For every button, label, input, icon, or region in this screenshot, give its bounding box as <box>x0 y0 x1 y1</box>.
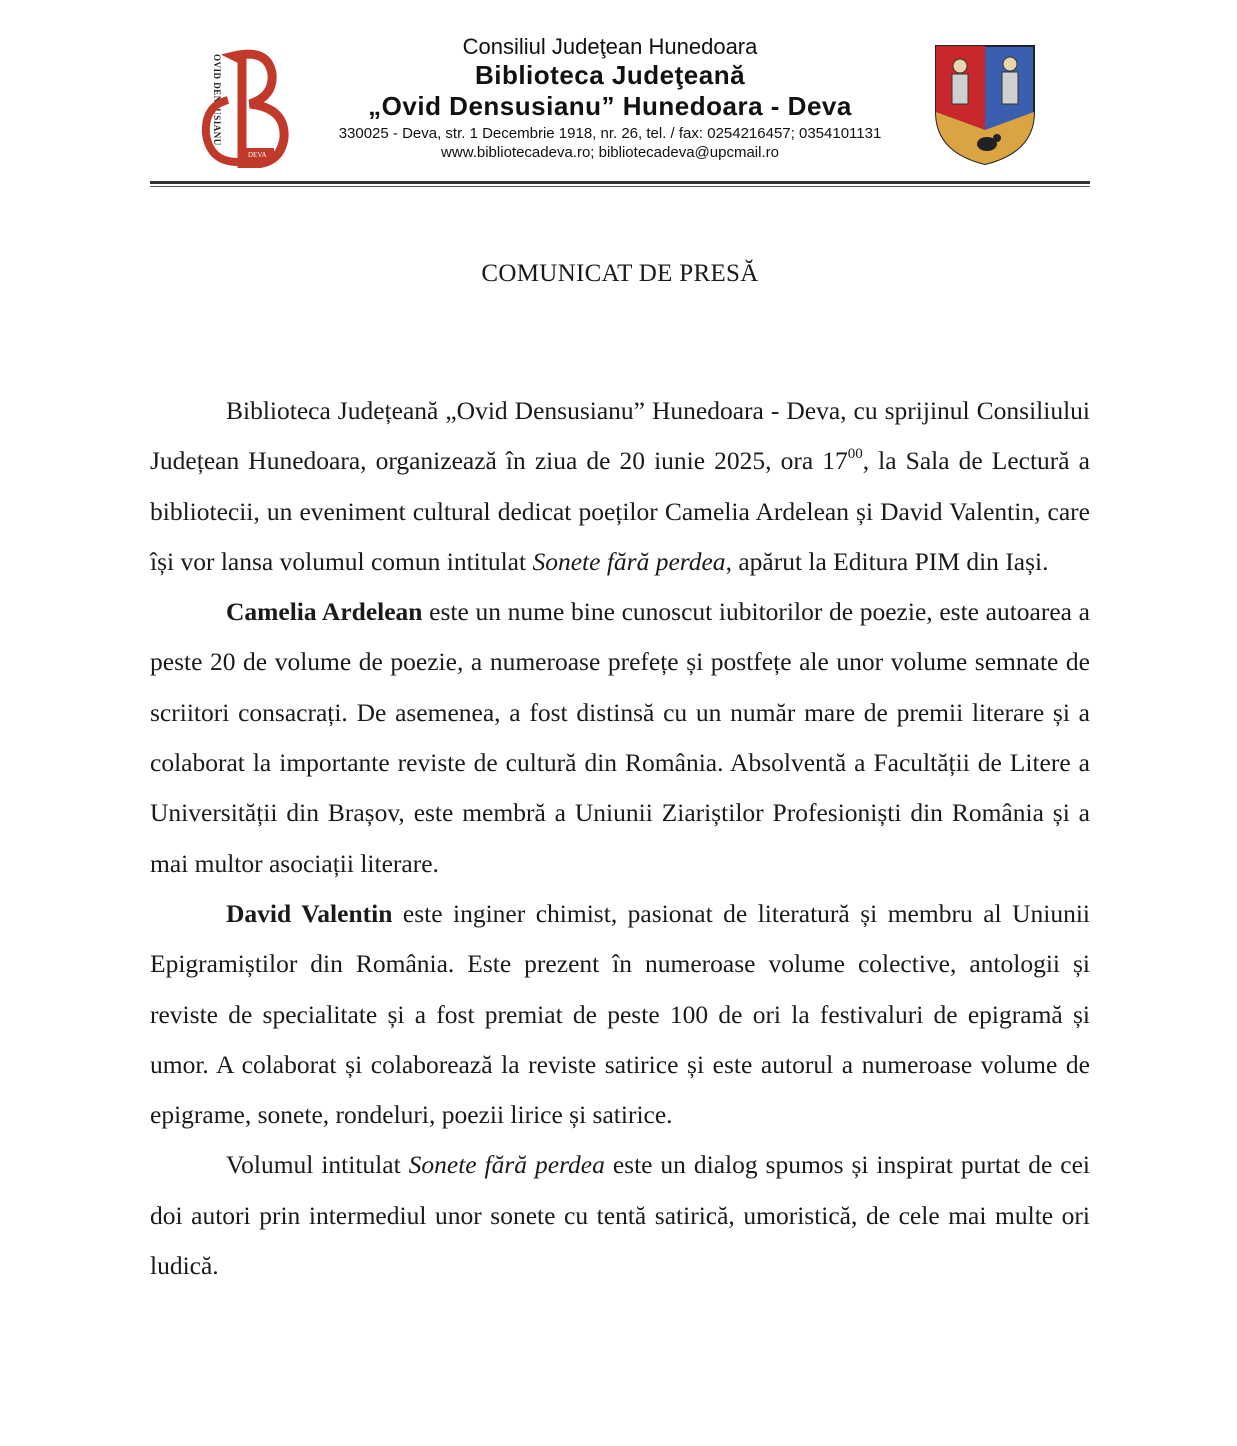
council-name: Consiliul Judeţean Hunedoara <box>462 34 758 59</box>
library-name: Biblioteca Judeţeană <box>474 60 746 90</box>
logo-vertical-text: OVID DENSUSIANU <box>212 54 222 146</box>
paragraph-event: Biblioteca Județeană „Ovid Densusianu” Hunedoara - Deva, cu sprijinul Consiliului Județean Hunedoara, organizează în ziua de 20 iunie 2025, ora $17^{00}$, la Sala de Lectură a bibliotecii, un eveniment cultural dedicat poeților Camelia Ardelean și David Valentin, care își vor lansa volumul comun intitulat Sonete fără perdea, apărut la Editura PIM din Iași. <box>150 396 1090 576</box>
paragraph-volume: Volumul intitulat Sonete fără perdea este un dialog spumos și inspirat purtat de cei doi autori prin intermediul unor sonete cu tentă satirică, umoristică, de cele mai multe ori ludică. <box>150 1150 1091 1281</box>
paragraph-camelia-ardelean: Camelia Ardelean este un nume bine cunoscut iubitorilor de poezie, este autoarea a peste 20 de volume de poezie, a numeroase prefețe și postfețe ale unor volume semnate de scriitori consacrați. De asemenea, a fost distinsă cu un număr mare de premii literare și a colaborat la importante reviste de cultură din România. Absolventă a Facultății de Litere a Universității din Brașov, este membră a Uniunii Ziariștilor Profesioniști din România și a mai multor asociații literare. <box>150 597 1090 878</box>
header-rule-thick <box>150 181 1090 184</box>
county-coat-of-arms-icon <box>932 42 1038 166</box>
library-contacts: www.bibliotecadeva.ro; bibliotecadeva@upcmail.ro <box>441 144 779 161</box>
logo-small-text: DEVA <box>248 151 267 159</box>
document-title: COMUNICAT DE PRESĂ <box>481 260 759 287</box>
paragraph-david-valentin: David Valentin este inginer chimist, pasionat de literatură și membru al Uniunii Epigramiștilor din România. Este prezent în numeroase volume colective, antologii și reviste de specialitate și a fost premiat de peste 100 de ori la festivaluri de epigramă și umor. A colaborat și colaborează la reviste satirice și este autorul a numeroase volume de epigrame, sonete, rondeluri, poezii lirice și satirice. <box>150 898 1091 1130</box>
library-logo <box>198 46 294 168</box>
header-rule-thin <box>150 186 1090 187</box>
press-release-body <box>150 386 1090 1291</box>
letterhead-text <box>300 34 920 162</box>
library-address: 330025 - Deva, str. 1 Decembrie 1918, nr. 26, tel. / fax: 0254216457; 0354101131 <box>338 125 882 142</box>
letterhead <box>150 34 1090 184</box>
library-full-name: „Ovid Densusianu” Hunedoara - Deva <box>368 91 852 121</box>
